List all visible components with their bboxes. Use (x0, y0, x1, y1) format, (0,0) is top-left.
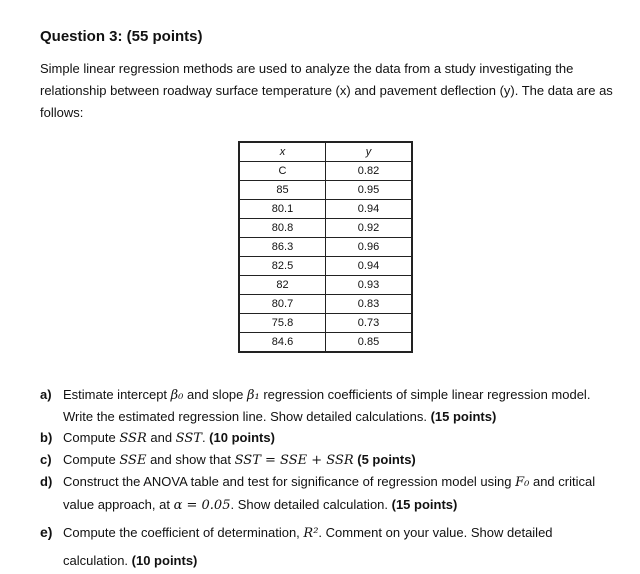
r2-symbol: R² (303, 526, 319, 541)
table-row (239, 219, 412, 238)
question-c-text-mid: and show that (146, 452, 235, 467)
cell-x: 75.8 (239, 314, 326, 333)
cell-y: 0.92 (326, 219, 413, 238)
beta0-symbol: β₀ (170, 388, 184, 403)
question-b-label: b) (40, 430, 53, 445)
data-table (238, 141, 413, 353)
cell-y: 0.94 (326, 257, 413, 276)
cell-y: 0.95 (326, 181, 413, 200)
question-a-text-mid: and slope (183, 387, 247, 402)
table-row (239, 257, 412, 276)
f0-symbol: F₀ (515, 475, 530, 490)
cell-y: 0.94 (326, 200, 413, 219)
table-row (239, 162, 412, 181)
question-a-text-post: regression coefficients of simple linear regression model. Write the estimated regression line. Show detailed calculations. (63, 387, 591, 424)
cell-y: 0.82 (326, 162, 413, 181)
question-d (40, 471, 615, 517)
question-list (40, 384, 615, 574)
question-c-text: Compute (63, 452, 120, 467)
header-y: y (326, 142, 413, 162)
cell-x: 80.1 (239, 200, 326, 219)
question-e-label: e) (40, 524, 53, 540)
question-d-points: (15 points) (391, 497, 458, 512)
question-a-label: a) (40, 387, 52, 402)
question-b (40, 427, 615, 449)
table-header-row (239, 142, 412, 162)
question-intro: Simple linear regression methods are used to analyze the data from a study investigating the relationship between roadway surface temperature (x) and pavement deflection (y). The data are as follows: (40, 61, 613, 120)
sst-symbol: SST (175, 431, 202, 446)
cell-x: 84.6 (239, 333, 326, 353)
question-a-points: (15 points) (430, 409, 497, 424)
question-a-text: Estimate intercept (63, 387, 171, 402)
question-d-text-mid: and critical value approach, at (63, 474, 596, 512)
ss-identity: SST = SSE + SSR (234, 453, 354, 468)
cell-y: 0.93 (326, 276, 413, 295)
cell-y: 0.96 (326, 238, 413, 257)
question-e-text-post: . Comment on your value. Show detailed calculation. (63, 525, 553, 568)
cell-x: 85 (239, 181, 326, 200)
cell-x: 82 (239, 276, 326, 295)
question-d-text: Construct the ANOVA table and test for significance of regression model using (63, 474, 516, 489)
question-e (40, 519, 615, 574)
table-row (239, 200, 412, 219)
table-row (239, 295, 412, 314)
cell-x: 80.8 (239, 219, 326, 238)
question-b-text: Compute (63, 430, 120, 445)
ssr-symbol: SSR (119, 431, 147, 446)
cell-y: 0.85 (326, 333, 413, 353)
table-row (239, 238, 412, 257)
table-row (239, 314, 412, 333)
header-x: x (239, 142, 326, 162)
question-b-points: (10 points) (209, 430, 275, 445)
cell-x: C (239, 162, 326, 181)
question-a (40, 384, 615, 427)
question-d-label: d) (40, 474, 53, 489)
cell-x: 80.7 (239, 295, 326, 314)
cell-x: 82.5 (239, 257, 326, 276)
question-title: Question 3: (55 points) (40, 28, 203, 45)
question-b-text-mid: and (146, 430, 176, 445)
beta1-symbol: β₁ (247, 388, 260, 403)
cell-y: 0.83 (326, 295, 413, 314)
table-row (239, 181, 412, 200)
question-e-points: (10 points) (131, 553, 198, 568)
sse-symbol: SSE (119, 453, 147, 468)
question-c-points: (5 points) (357, 452, 416, 467)
cell-y: 0.73 (326, 314, 413, 333)
cell-x: 86.3 (239, 238, 326, 257)
table-row (239, 276, 412, 295)
alpha-value: α = 0.05 (173, 498, 231, 513)
question-c-label: c) (40, 452, 52, 467)
question-e-text: Compute the coefficient of determination, (63, 525, 304, 540)
question-b-text-post: . (201, 430, 210, 445)
question-c (40, 449, 615, 471)
question-d-text-post: . Show detailed calculation. (230, 497, 392, 512)
table-row (239, 333, 412, 353)
